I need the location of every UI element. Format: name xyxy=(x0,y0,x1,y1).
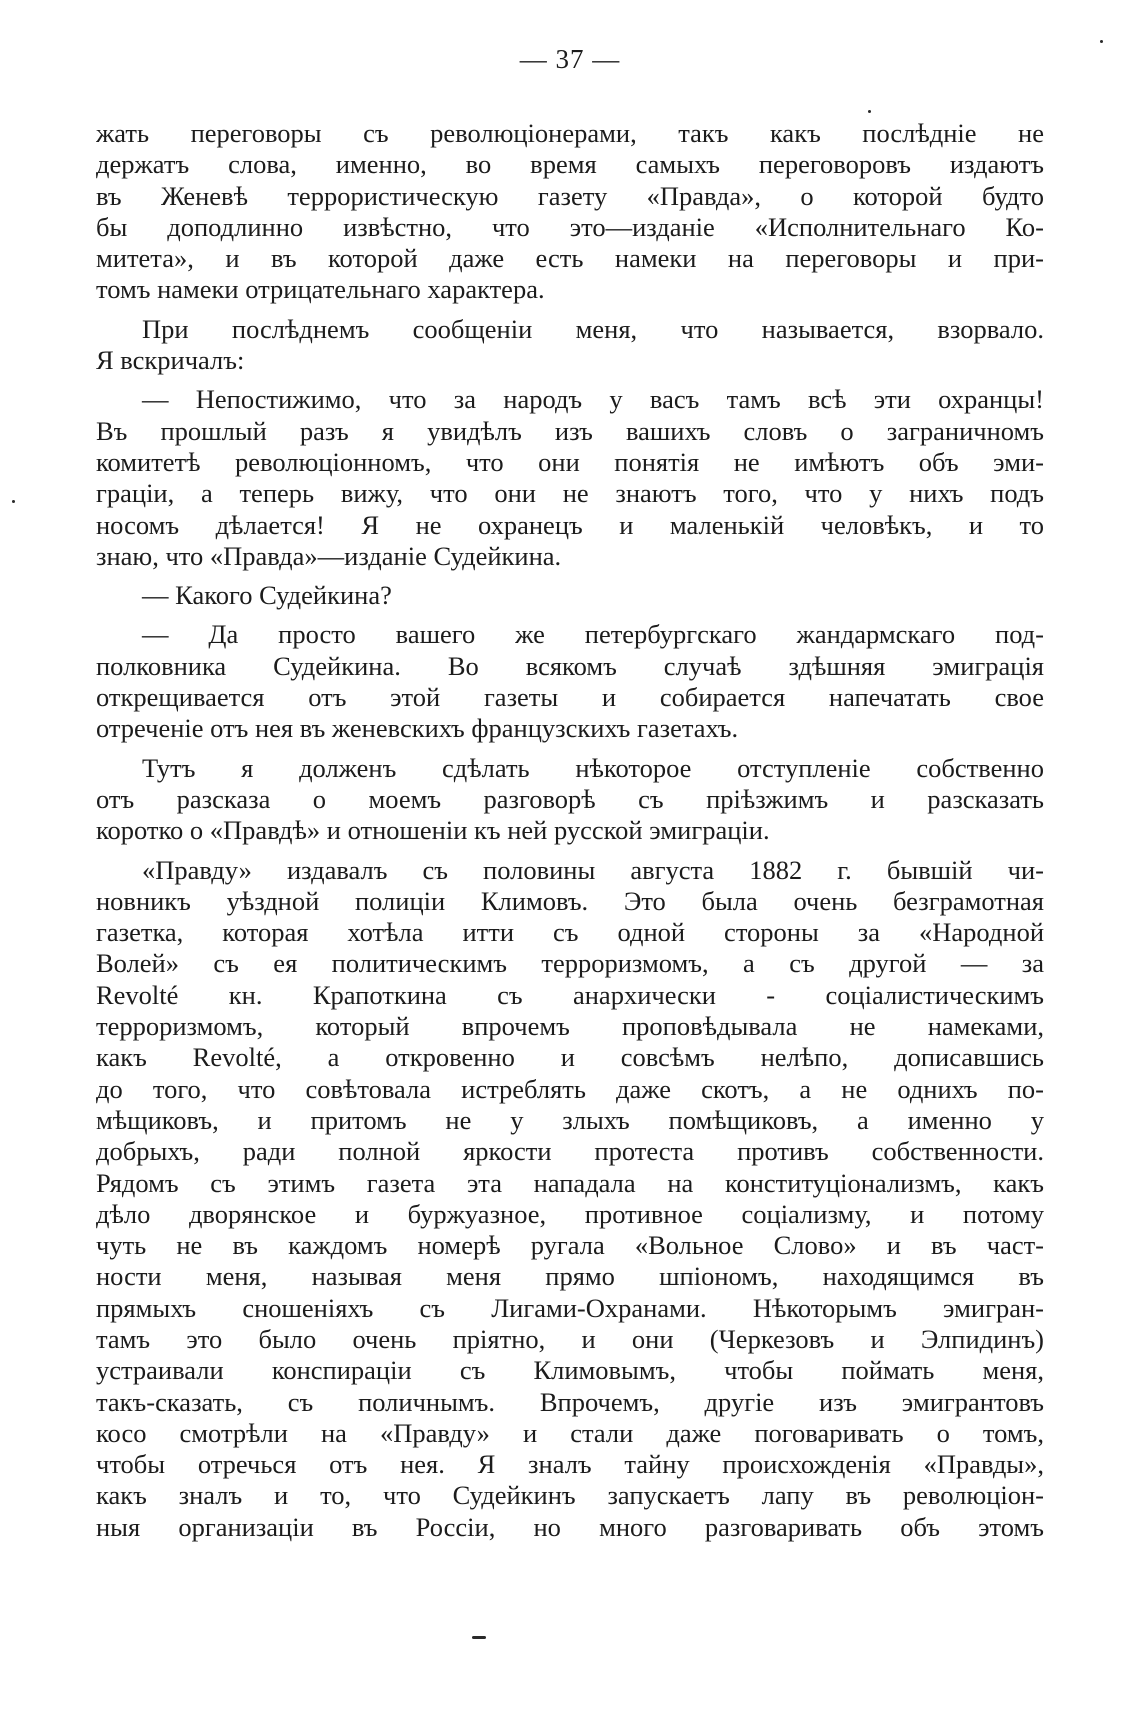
text-line: въ Женевѣ террористическую газету «Правда», о которой будто xyxy=(96,180,1044,211)
text-line: новникъ уѣздной полиціи Климовъ. Это была очень безграмотная xyxy=(96,885,1044,916)
text-line: какъ Revolté, а откровенно и совсѣмъ нелѣпо, дописавшись xyxy=(96,1042,1044,1073)
text-line: комитетѣ революціонномъ, что они понятія не имѣютъ объ эми- xyxy=(96,446,1044,477)
paragraph xyxy=(96,580,1044,611)
text-line: Въ прошлый разъ я увидѣлъ изъ вашихъ словъ о заграничномъ xyxy=(96,415,1044,446)
paragraph xyxy=(96,855,1044,1544)
paragraph xyxy=(96,118,1044,306)
text-line: чуть не въ каждомъ номерѣ ругала «Вольное Слово» и въ част- xyxy=(96,1230,1044,1261)
text-line: — Непостижимо, что за народъ у васъ тамъ всѣ эти охранцы! xyxy=(142,384,1044,415)
text-line: бы доподлинно извѣстно, что это—изданіе «Исполнительнаго Ко- xyxy=(96,211,1044,242)
text-line: добрыхъ, ради полной яркости протеста противъ собственности. xyxy=(96,1136,1044,1167)
text-line: терроризмомъ, который впрочемъ проповѣдывала не намеками, xyxy=(96,1011,1044,1042)
text-line: ныя организаціи въ Россіи, но много разговаривать объ этомъ xyxy=(96,1511,1044,1542)
print-speck xyxy=(868,110,871,113)
paragraph xyxy=(96,314,1044,377)
text-line: дѣло дворянское и буржуазное, противное соціализму, и потому xyxy=(96,1198,1044,1229)
text-line: Рядомъ съ этимъ газета эта нападала на конституціонализмъ, какъ xyxy=(96,1167,1044,1198)
paragraph xyxy=(96,619,1044,744)
text-line: ности меня, называя меня прямо шпіономъ, находящимся въ xyxy=(96,1261,1044,1292)
text-line: томъ намеки отрицательнаго характера. xyxy=(96,274,545,305)
text-line: митета», и въ которой даже есть намеки на переговоры и при- xyxy=(96,243,1044,274)
text-line: открещивается отъ этой газеты и собирается напечатать свое xyxy=(96,682,1044,713)
text-line: косо смотрѣли на «Правду» и стали даже поговаривать о томъ, xyxy=(96,1417,1044,1448)
text-line: прямыхъ сношеніяхъ съ Лигами-Охранами. Нѣкоторымъ эмигран- xyxy=(96,1292,1044,1323)
print-speck xyxy=(472,1636,486,1639)
text-line: чтобы отречься отъ нея. Я зналъ тайну происхожденія «Правды», xyxy=(96,1449,1044,1480)
text-line: такъ-сказать, съ поличнымъ. Впрочемъ, другіе изъ эмигрантовъ xyxy=(96,1386,1044,1417)
text-line: тамъ это было очень пріятно, и они (Черкезовъ и Элпидинъ) xyxy=(96,1323,1044,1354)
text-line: Тутъ я долженъ сдѣлать нѣкоторое отступленіе собственно xyxy=(142,752,1044,783)
text-line: какъ зналъ и то, что Судейкинъ запускаетъ лапу въ революціон- xyxy=(96,1480,1044,1511)
text-line: Я вскричалъ: xyxy=(96,345,245,376)
text-line: «Правду» издавалъ съ половины августа 1882 г. бывшій чи- xyxy=(142,854,1044,885)
text-line: до того, что совѣтовала истреблять даже скотъ, а не однихъ по- xyxy=(96,1073,1044,1104)
text-line: коротко о «Правдѣ» и отношеніи къ ней русской эмиграціи. xyxy=(96,815,770,846)
text-line: При послѣднемъ сообщеніи меня, что называется, взорвало. xyxy=(142,313,1044,344)
text-line: отреченіе отъ нея въ женевскихъ французскихъ газетахъ. xyxy=(96,713,739,744)
body-text xyxy=(96,118,1044,1551)
text-line: держатъ слова, именно, во время самыхъ переговоровъ издаютъ xyxy=(96,149,1044,180)
text-line: полковника Судейкина. Во всякомъ случаѣ здѣшняя эмиграція xyxy=(96,650,1044,681)
text-line: Волей» съ ея политическимъ терроризмомъ, а съ другой — за xyxy=(96,948,1044,979)
text-line: отъ разсказа о моемъ разговорѣ съ пріѣзжимъ и разсказать xyxy=(96,783,1044,814)
print-speck xyxy=(12,500,15,503)
page-number: — 37 — xyxy=(519,44,621,74)
text-line: — Да просто вашего же петербургскаго жандармскаго под- xyxy=(142,619,1044,650)
text-line: знаю, что «Правда»—изданіе Судейкина. xyxy=(96,540,562,571)
paragraph xyxy=(96,384,1044,572)
text-line: газетка, которая хотѣла итти съ одной стороны за «Народной xyxy=(96,917,1044,948)
text-line: устраивали конспираціи съ Климовымъ, чтобы поймать меня, xyxy=(96,1355,1044,1386)
print-speck xyxy=(1100,40,1103,43)
paragraph xyxy=(96,753,1044,847)
text-line: Revolté кн. Крапоткина съ анархически - соціалистическимъ xyxy=(96,979,1044,1010)
text-line: жать переговоры съ революціонерами, такъ какъ послѣдніе не xyxy=(96,118,1044,148)
text-line: — Какого Судейкина? xyxy=(142,580,392,611)
text-line: граціи, а теперь вижу, что они не знаютъ того, что у нихъ подъ xyxy=(96,478,1044,509)
text-line: мѣщиковъ, и притомъ не у злыхъ помѣщиковъ, а именно у xyxy=(96,1104,1044,1135)
text-line: носомъ дѣлается! Я не охранецъ и маленькій человѣкъ, и то xyxy=(96,509,1044,540)
